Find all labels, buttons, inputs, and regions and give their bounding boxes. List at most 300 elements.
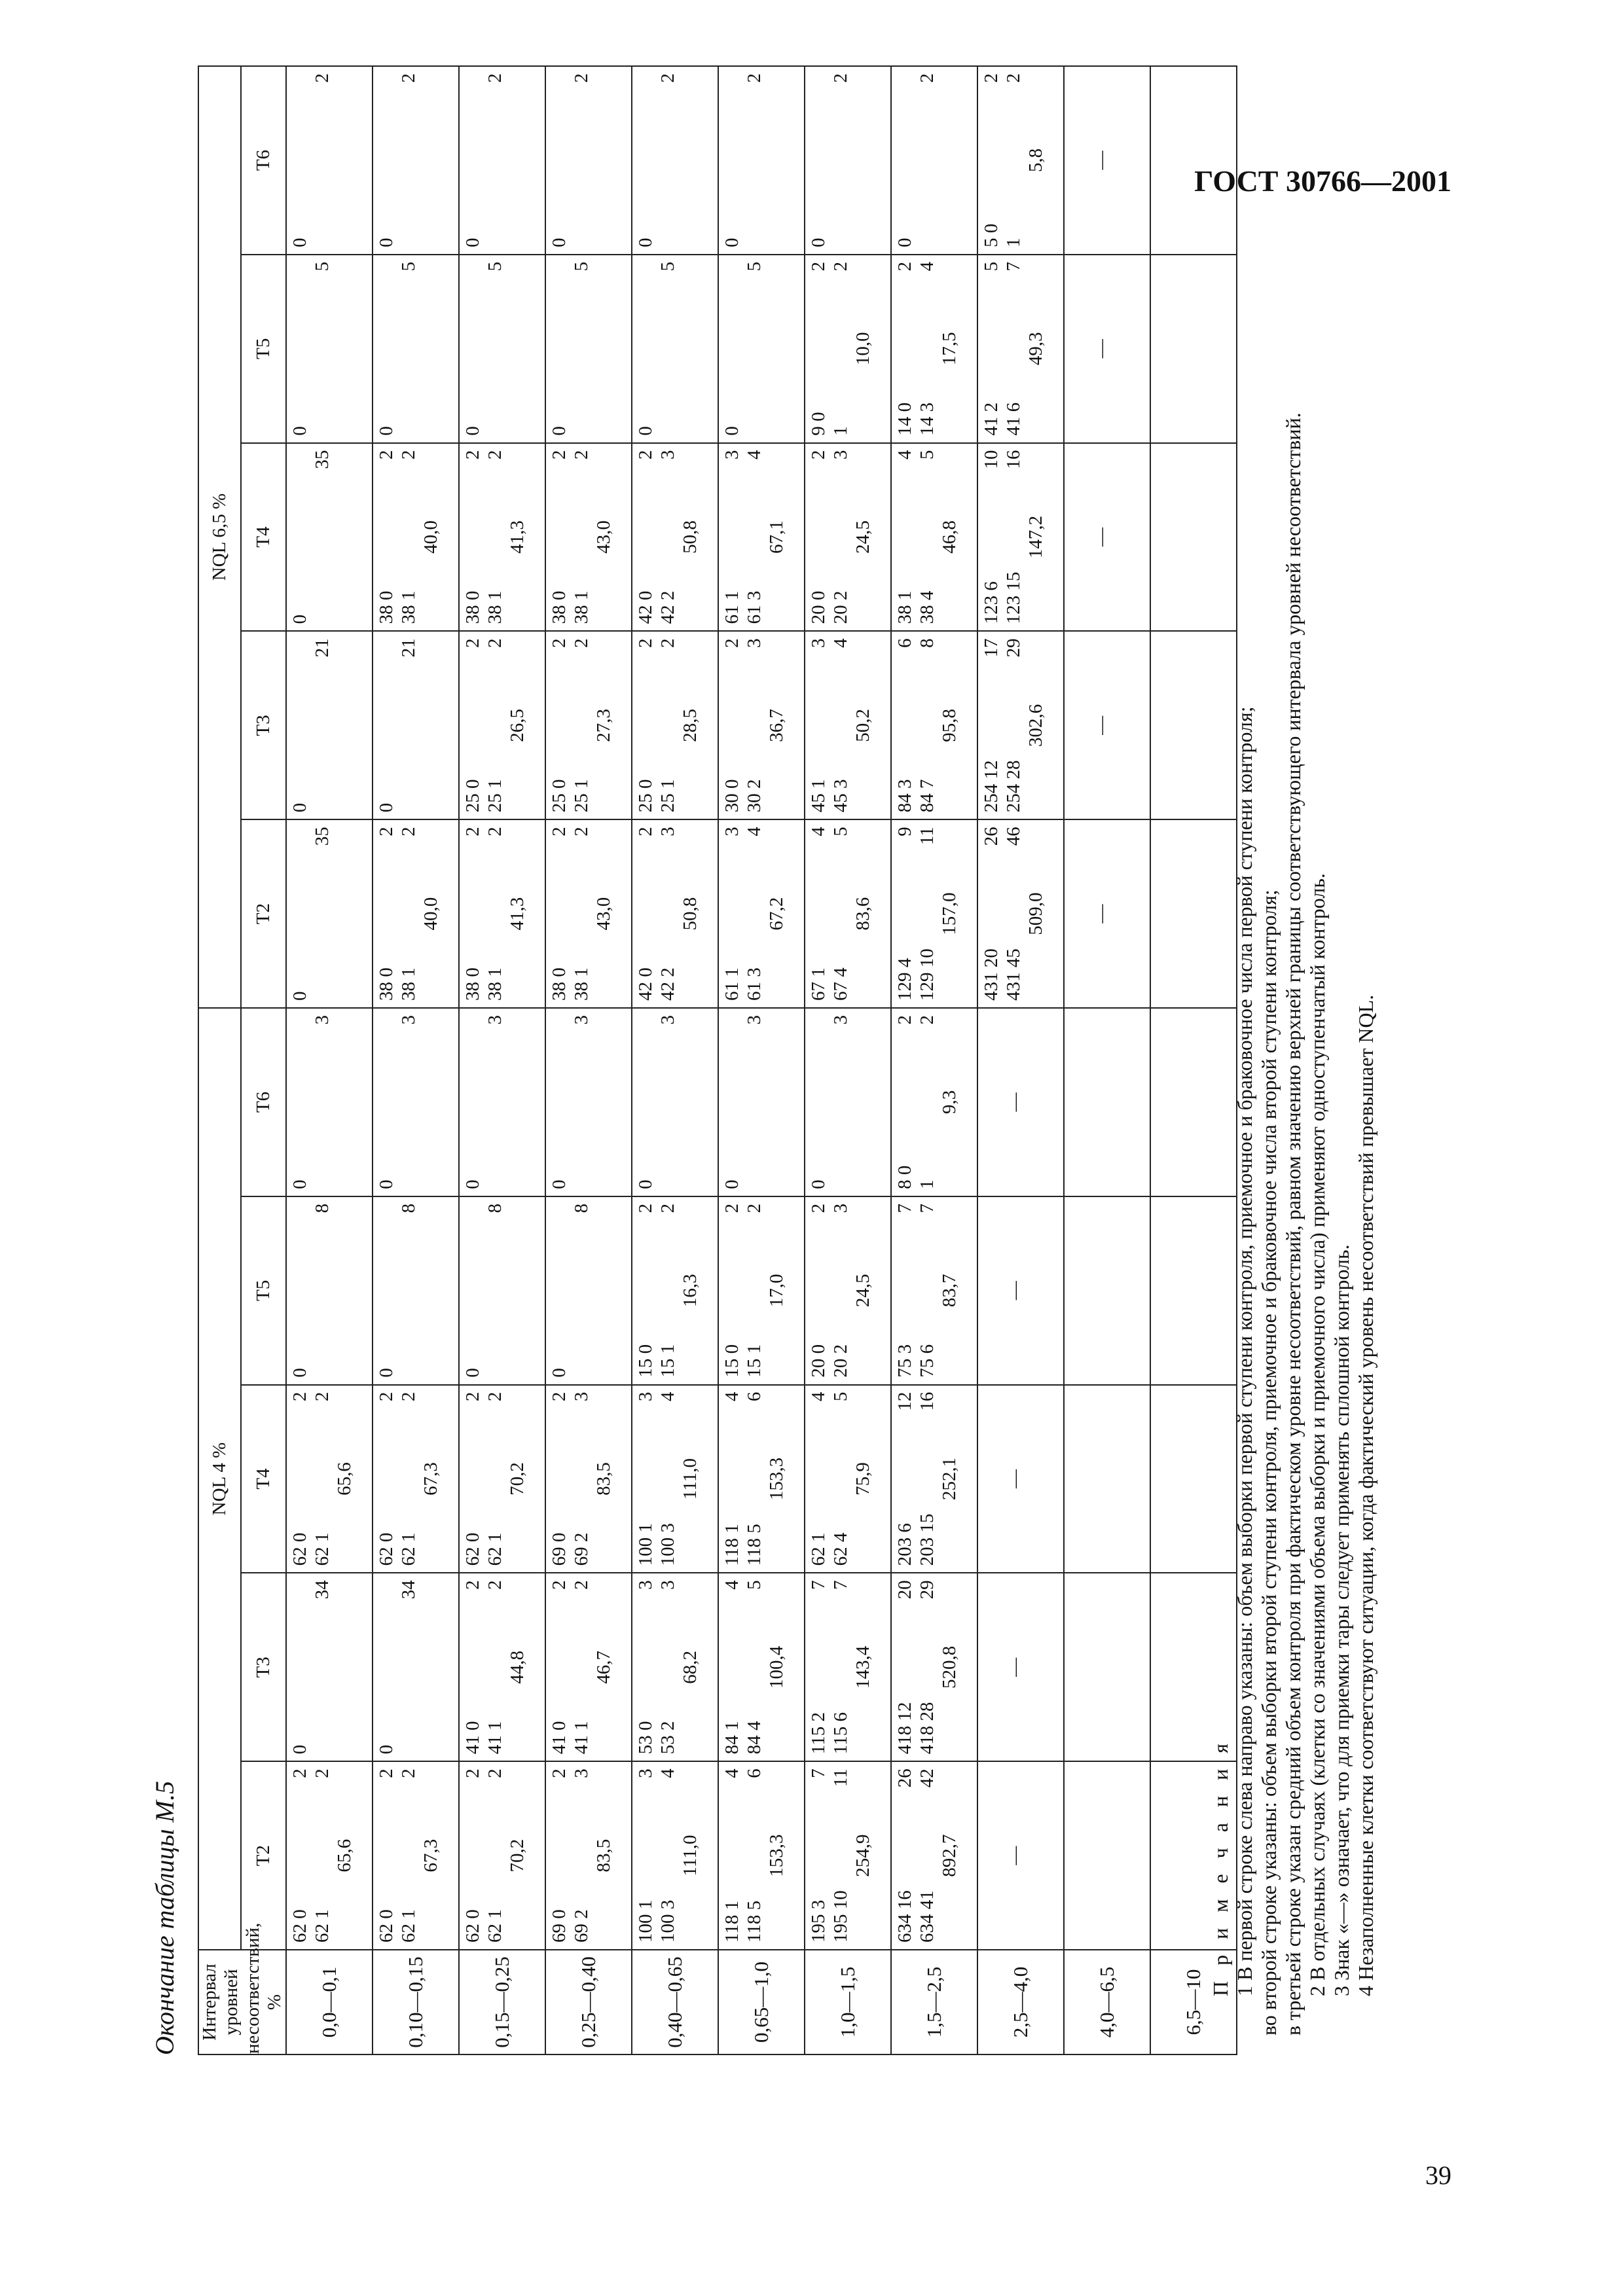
note-2: 2 В отдельных случаях (клетки со значениями объема выборки и приемочного числа) применяют одноступенчатый контроль. bbox=[1305, 873, 1329, 1996]
cell-tr: 2 bbox=[549, 1391, 570, 1402]
cell-ml: 67 4 bbox=[830, 967, 851, 1001]
cell-ml: 53 2 bbox=[657, 1721, 678, 1755]
cell-tl: 0 bbox=[376, 1368, 397, 1378]
cell-mr: 4 bbox=[657, 1768, 678, 1778]
cell-mr: 2 bbox=[484, 827, 505, 836]
cell-mr: 7 bbox=[830, 1580, 851, 1590]
cell-ml: 431 45 bbox=[1003, 948, 1024, 1001]
cell-tl: 0 bbox=[376, 1179, 397, 1189]
cell-tr: 2 bbox=[808, 1203, 829, 1213]
cell-mr: 35 bbox=[312, 827, 333, 846]
table-cell bbox=[718, 1196, 805, 1385]
table-cell bbox=[891, 1385, 977, 1573]
cell-tl: 118 1 bbox=[721, 1524, 742, 1566]
notes-title: П р и м е ч а н и я bbox=[1209, 1738, 1232, 1996]
cell-mr: 8 bbox=[917, 638, 938, 648]
cell-bot: 153,3 bbox=[766, 1457, 787, 1501]
table-cell bbox=[545, 66, 632, 255]
cell-tl: 0 bbox=[376, 426, 397, 436]
cell-bot: 65,6 bbox=[334, 1462, 355, 1496]
sub-header-t2: T2 bbox=[241, 1761, 286, 1950]
cell-tr: 2 bbox=[462, 1768, 483, 1778]
table-cell bbox=[632, 255, 718, 443]
interval-header: Интервал уровней несоответствий, % bbox=[199, 1922, 285, 2054]
cell-ml: 123 15 bbox=[1003, 571, 1024, 624]
cell-tl: 0 bbox=[549, 1368, 570, 1378]
interval-cell: 0,40—0,65 bbox=[632, 1950, 718, 2054]
cell-tr: 4 bbox=[721, 1391, 742, 1402]
cell-tl: 0 bbox=[289, 426, 310, 436]
table-cell bbox=[718, 443, 805, 632]
cell-tr: 2 bbox=[808, 450, 829, 460]
cell-tl: 634 16 bbox=[894, 1890, 915, 1943]
table-cell bbox=[977, 631, 1064, 819]
cell-mr: 8 bbox=[398, 1203, 419, 1213]
cell-mr: 2 bbox=[398, 827, 419, 836]
table-cell bbox=[805, 1573, 891, 1761]
cell-tl: 129 4 bbox=[894, 958, 915, 1001]
table-cell bbox=[977, 255, 1064, 443]
cell-bot: 10,0 bbox=[852, 332, 873, 366]
cell-mr: 3 bbox=[484, 1015, 505, 1025]
cell-mr: 8 bbox=[571, 1203, 592, 1213]
cell-tr: 2 bbox=[981, 73, 1002, 83]
cell-bot: 70,2 bbox=[507, 1462, 528, 1496]
cell-mr: 5 bbox=[830, 1391, 851, 1402]
cell-bot: 16,3 bbox=[680, 1274, 701, 1308]
cell-bot: 46,7 bbox=[593, 1650, 614, 1684]
note-1b: во второй строке указаны: объем выборки второй ступени контроля, приемочное и браковочное числа второй ступени контроля; bbox=[1257, 889, 1281, 2036]
cell-bot: 83,7 bbox=[939, 1274, 960, 1308]
table-cell bbox=[1064, 1761, 1150, 1950]
cell-tr: 4 bbox=[894, 450, 915, 460]
cell-tl: 0 bbox=[376, 1744, 397, 1755]
cell-bot: 143,4 bbox=[852, 1645, 873, 1689]
cell-tr: 3 bbox=[721, 450, 742, 460]
cell-tl: 0 bbox=[376, 802, 397, 813]
table-cell bbox=[891, 1573, 977, 1761]
cell-tl: 15 0 bbox=[635, 1344, 656, 1378]
cell-tl: 254 12 bbox=[981, 760, 1002, 813]
cell-bot: 67,2 bbox=[766, 897, 787, 931]
cell-mr: 2 bbox=[398, 1391, 419, 1402]
table-cell bbox=[373, 819, 459, 1008]
table-cell bbox=[718, 1385, 805, 1573]
cell-tl: 100 1 bbox=[635, 1899, 656, 1943]
table-cell bbox=[545, 1008, 632, 1196]
table-cell bbox=[891, 443, 977, 632]
cell-bot: 50,2 bbox=[852, 708, 873, 742]
cell-bot: 50,8 bbox=[680, 897, 701, 931]
cell-ml: 38 1 bbox=[484, 590, 505, 624]
table-cell bbox=[286, 1196, 373, 1385]
cell-mr: 4 bbox=[744, 827, 765, 836]
cell-tl: 62 0 bbox=[289, 1909, 310, 1943]
cell-mr: 5 bbox=[744, 261, 765, 272]
cell-tr: 2 bbox=[289, 1768, 310, 1778]
cell-tl: 25 0 bbox=[635, 779, 656, 813]
cell-mr: 2 bbox=[1003, 73, 1024, 83]
cell-tl: 62 0 bbox=[462, 1532, 483, 1566]
cell-tr: 2 bbox=[376, 1391, 397, 1402]
table-cell bbox=[805, 631, 891, 819]
cell-tl: 0 bbox=[635, 426, 656, 436]
cell-tl: 38 0 bbox=[462, 590, 483, 624]
cell-tl: 84 1 bbox=[721, 1721, 742, 1755]
cell-ml: 42 2 bbox=[657, 590, 678, 624]
table-cell bbox=[1064, 1385, 1150, 1573]
sub-header-t5: T5 bbox=[241, 255, 286, 443]
cell-tl: 41 0 bbox=[462, 1721, 483, 1755]
interval-cell: 0,15—0,25 bbox=[459, 1950, 545, 2054]
cell-tl: 8 0 bbox=[894, 1165, 915, 1189]
table-cell bbox=[373, 1761, 459, 1950]
cell-bot: 147,2 bbox=[1025, 515, 1046, 559]
cell-tr: 9 bbox=[894, 827, 915, 836]
table-cell bbox=[545, 1573, 632, 1761]
table-cell bbox=[632, 1385, 718, 1573]
cell-bot: 75,9 bbox=[852, 1462, 873, 1496]
table-cell bbox=[805, 1761, 891, 1950]
cell-mr: 2 bbox=[571, 827, 592, 836]
cell-tl: 42 0 bbox=[635, 590, 656, 624]
cell-tr: 2 bbox=[289, 1391, 310, 1402]
table-cell bbox=[286, 819, 373, 1008]
cell-mr: 3 bbox=[744, 1015, 765, 1025]
cell-tl: 418 12 bbox=[894, 1702, 915, 1755]
cell-mr: 3 bbox=[657, 450, 678, 460]
cell-mr: 11 bbox=[830, 1768, 851, 1787]
cell-bot: 111,0 bbox=[680, 1458, 701, 1500]
table-cell bbox=[718, 66, 805, 255]
cell-mr: 2 bbox=[571, 450, 592, 460]
cell-ml: 129 10 bbox=[917, 948, 938, 1001]
cell-dash: — bbox=[1004, 1846, 1025, 1865]
cell-bot: 41,3 bbox=[507, 897, 528, 931]
table-cell bbox=[373, 66, 459, 255]
cell-mr: 2 bbox=[398, 73, 419, 83]
cell-tr: 2 bbox=[635, 827, 656, 836]
cell-tr: 2 bbox=[635, 450, 656, 460]
cell-mr: 6 bbox=[744, 1391, 765, 1402]
interval-cell: 0,0—0,1 bbox=[286, 1950, 373, 2054]
table-row bbox=[977, 66, 1064, 2054]
cell-tl: 38 0 bbox=[462, 967, 483, 1001]
cell-bot: 49,3 bbox=[1025, 332, 1046, 366]
table-cell bbox=[805, 1008, 891, 1196]
cell-mr: 2 bbox=[484, 1768, 505, 1778]
table-cell bbox=[977, 443, 1064, 632]
table-cell bbox=[977, 1761, 1064, 1950]
cell-tr: 2 bbox=[549, 450, 570, 460]
cell-tr: 3 bbox=[721, 827, 742, 836]
table-row bbox=[805, 66, 891, 2054]
cell-ml: 38 1 bbox=[398, 590, 419, 624]
cell-tr: 2 bbox=[721, 638, 742, 648]
cell-tl: 0 bbox=[462, 1368, 483, 1378]
cell-bot: 302,6 bbox=[1025, 704, 1046, 747]
table-cell bbox=[632, 1761, 718, 1950]
cell-mr: 2 bbox=[830, 73, 851, 83]
cell-mr: 8 bbox=[484, 1203, 505, 1213]
cell-bot: 46,8 bbox=[939, 520, 960, 554]
table-cell bbox=[891, 1196, 977, 1385]
cell-bot: 157,0 bbox=[939, 892, 960, 935]
cell-bot: 520,8 bbox=[939, 1645, 960, 1689]
cell-tr: 2 bbox=[549, 1768, 570, 1778]
cell-ml: 75 6 bbox=[917, 1344, 938, 1378]
cell-mr: 3 bbox=[571, 1391, 592, 1402]
cell-mr: 2 bbox=[312, 1768, 333, 1778]
cell-ml: 115 6 bbox=[830, 1712, 851, 1755]
cell-ml: 1 bbox=[917, 1179, 938, 1189]
cell-tr: 2 bbox=[808, 261, 829, 272]
cell-ml: 20 2 bbox=[830, 590, 851, 624]
cell-tl: 41 2 bbox=[981, 402, 1002, 436]
cell-tr: 17 bbox=[981, 638, 1002, 658]
cell-mr: 2 bbox=[571, 638, 592, 648]
table-cell bbox=[459, 443, 545, 632]
table-cell bbox=[1064, 1008, 1150, 1196]
table-cell bbox=[1064, 255, 1150, 443]
cell-ml: 30 2 bbox=[744, 779, 765, 813]
cell-tl: 0 bbox=[289, 1744, 310, 1755]
cell-mr: 5 bbox=[398, 261, 419, 272]
cell-bot: 254,9 bbox=[852, 1834, 873, 1877]
table-row bbox=[373, 66, 459, 2054]
table-row bbox=[718, 66, 805, 2054]
cell-tr: 2 bbox=[549, 827, 570, 836]
cell-mr: 5 bbox=[744, 1580, 765, 1590]
table-row bbox=[1064, 66, 1150, 2054]
sub-header-t5: T5 bbox=[241, 1196, 286, 1385]
table-cell bbox=[459, 1573, 545, 1761]
cell-ml: 69 2 bbox=[571, 1909, 592, 1943]
cell-tl: 14 0 bbox=[894, 402, 915, 436]
table-cell bbox=[1064, 631, 1150, 819]
cell-tr: 2 bbox=[462, 827, 483, 836]
cell-tr: 2 bbox=[721, 1203, 742, 1213]
table-row bbox=[632, 66, 718, 2054]
cell-mr: 2 bbox=[657, 73, 678, 83]
table-cell bbox=[718, 631, 805, 819]
cell-tr: 6 bbox=[894, 638, 915, 648]
cell-mr: 3 bbox=[657, 827, 678, 836]
table-cell bbox=[805, 66, 891, 255]
cell-tr: 10 bbox=[981, 450, 1002, 469]
cell-mr: 3 bbox=[657, 1015, 678, 1025]
cell-mr: 21 bbox=[312, 638, 333, 658]
cell-tl: 100 1 bbox=[635, 1523, 656, 1566]
table-cell bbox=[805, 255, 891, 443]
cell-bot: 43,0 bbox=[593, 897, 614, 931]
cell-dash: — bbox=[1091, 528, 1112, 547]
cell-mr: 34 bbox=[312, 1580, 333, 1600]
table-cell bbox=[545, 631, 632, 819]
cell-tr: 2 bbox=[462, 450, 483, 460]
cell-ml: 62 1 bbox=[398, 1532, 419, 1566]
table-cell bbox=[545, 255, 632, 443]
cell-bot: 509,0 bbox=[1025, 892, 1046, 935]
cell-mr: 7 bbox=[917, 1203, 938, 1213]
cell-ml: 62 1 bbox=[398, 1909, 419, 1943]
cell-ml: 25 1 bbox=[657, 779, 678, 813]
cell-tl: 0 bbox=[462, 238, 483, 247]
table-cell bbox=[1064, 1196, 1150, 1385]
cell-bot: 9,3 bbox=[939, 1090, 960, 1115]
table-row bbox=[459, 66, 545, 2054]
cell-tr: 2 bbox=[462, 638, 483, 648]
cell-tl: 0 bbox=[289, 1368, 310, 1378]
cell-ml: 1 bbox=[830, 426, 851, 436]
cell-mr: 3 bbox=[830, 1203, 851, 1213]
cell-tl: 0 bbox=[289, 238, 310, 247]
table-cell bbox=[373, 1385, 459, 1573]
table-cell bbox=[718, 1008, 805, 1196]
table-cell bbox=[632, 631, 718, 819]
note-1a: 1 В первой строке слева направо указаны: объем выборки первой ступени контроля, приемочное и браковочное числа первой ступени контроля; bbox=[1233, 706, 1256, 1996]
cell-ml: 15 1 bbox=[744, 1344, 765, 1378]
cell-bot: 40,0 bbox=[420, 897, 441, 931]
cell-bot: 67,3 bbox=[420, 1462, 441, 1496]
cell-tr: 3 bbox=[635, 1768, 656, 1778]
cell-dash: — bbox=[1004, 1657, 1025, 1677]
cell-ml: 38 1 bbox=[398, 967, 419, 1001]
cell-tl: 38 0 bbox=[376, 967, 397, 1001]
cell-tl: 123 6 bbox=[981, 581, 1002, 624]
cell-bot: 153,3 bbox=[766, 1834, 787, 1877]
interval-cell: 1,5—2,5 bbox=[891, 1950, 977, 2054]
cell-ml: 62 4 bbox=[830, 1532, 851, 1566]
cell-bot: 24,5 bbox=[852, 520, 873, 554]
cell-ml: 14 3 bbox=[917, 402, 938, 436]
table-cell bbox=[545, 443, 632, 632]
interval-cell: 0,65—1,0 bbox=[718, 1950, 805, 2054]
cell-ml: 20 2 bbox=[830, 1344, 851, 1378]
table-cell bbox=[977, 1573, 1064, 1761]
cell-bot: 24,5 bbox=[852, 1274, 873, 1308]
cell-ml: 84 7 bbox=[917, 779, 938, 813]
cell-mr: 5 bbox=[484, 261, 505, 272]
table-cell bbox=[545, 819, 632, 1008]
cell-tr: 4 bbox=[808, 1391, 829, 1402]
cell-tr: 4 bbox=[721, 1580, 742, 1590]
nql-table bbox=[198, 65, 1237, 2055]
cell-dash: — bbox=[1091, 715, 1112, 735]
rotated-content bbox=[149, 65, 1491, 2055]
cell-dash: — bbox=[1091, 151, 1112, 170]
cell-bot: 252,1 bbox=[939, 1457, 960, 1501]
cell-bot: 70,2 bbox=[507, 1839, 528, 1873]
note-3: 3 Знак «—» означает, что для приемки тары следует применять сплошной контроль. bbox=[1330, 1244, 1353, 1996]
cell-mr: 2 bbox=[398, 450, 419, 460]
cell-ml: 69 2 bbox=[571, 1532, 592, 1566]
cell-tl: 62 1 bbox=[808, 1532, 829, 1566]
cell-tr: 2 bbox=[376, 1768, 397, 1778]
cell-bot: 17,5 bbox=[939, 332, 960, 366]
cell-tr: 7 bbox=[894, 1203, 915, 1213]
cell-tl: 84 3 bbox=[894, 779, 915, 813]
cell-ml: 42 2 bbox=[657, 967, 678, 1001]
interval-cell: 6,5—10 bbox=[1150, 1950, 1237, 2054]
cell-mr: 3 bbox=[571, 1015, 592, 1025]
cell-ml: 118 5 bbox=[744, 1524, 765, 1566]
cell-mr: 4 bbox=[830, 638, 851, 648]
cell-bot: 41,3 bbox=[507, 520, 528, 554]
cell-mr: 3 bbox=[398, 1015, 419, 1025]
table-cell bbox=[718, 819, 805, 1008]
table-cell bbox=[286, 1761, 373, 1950]
cell-tr: 3 bbox=[635, 1391, 656, 1402]
table-cell bbox=[286, 1385, 373, 1573]
cell-mr: 5 bbox=[312, 261, 333, 272]
cell-tl: 0 bbox=[462, 426, 483, 436]
table-cell bbox=[286, 443, 373, 632]
table-cell bbox=[286, 255, 373, 443]
table-cell bbox=[891, 631, 977, 819]
cell-tl: 69 0 bbox=[549, 1532, 570, 1566]
cell-tl: 25 0 bbox=[549, 779, 570, 813]
cell-ml: 41 1 bbox=[484, 1721, 505, 1755]
cell-tl: 0 bbox=[635, 238, 656, 247]
table-row bbox=[545, 66, 632, 2054]
cell-bot: 83,5 bbox=[593, 1839, 614, 1873]
cell-bot: 17,0 bbox=[766, 1274, 787, 1308]
cell-tl: 38 0 bbox=[376, 590, 397, 624]
cell-bot: 83,6 bbox=[852, 897, 873, 931]
cell-tl: 0 bbox=[289, 614, 310, 624]
cell-tl: 115 2 bbox=[808, 1712, 829, 1755]
table-cell bbox=[286, 1573, 373, 1761]
cell-mr: 16 bbox=[917, 1391, 938, 1411]
cell-tl: 195 3 bbox=[808, 1899, 829, 1943]
cell-mr: 16 bbox=[1003, 450, 1024, 469]
table-cell bbox=[977, 819, 1064, 1008]
cell-dash: — bbox=[1004, 1092, 1025, 1112]
cell-bot: 892,7 bbox=[939, 1834, 960, 1877]
cell-ml: 84 4 bbox=[744, 1721, 765, 1755]
cell-tr: 4 bbox=[808, 827, 829, 836]
cell-dash: — bbox=[1004, 1469, 1025, 1489]
cell-tl: 38 0 bbox=[549, 967, 570, 1001]
cell-tl: 38 1 bbox=[894, 590, 915, 624]
cell-dash: — bbox=[1091, 904, 1112, 924]
cell-tr: 26 bbox=[894, 1768, 915, 1788]
cell-mr: 8 bbox=[312, 1203, 333, 1213]
table-cell bbox=[805, 819, 891, 1008]
cell-tl: 62 0 bbox=[376, 1909, 397, 1943]
cell-mr: 2 bbox=[398, 1768, 419, 1778]
table-cell bbox=[545, 1385, 632, 1573]
page-number: 39 bbox=[1425, 2161, 1451, 2190]
table-cell bbox=[632, 1196, 718, 1385]
cell-mr: 2 bbox=[657, 638, 678, 648]
cell-tl: 67 1 bbox=[808, 967, 829, 1001]
table-cell bbox=[373, 443, 459, 632]
cell-mr: 4 bbox=[744, 450, 765, 460]
cell-mr: 6 bbox=[744, 1768, 765, 1778]
cell-mr: 2 bbox=[484, 1391, 505, 1402]
cell-tl: 62 0 bbox=[376, 1532, 397, 1566]
table-cell bbox=[459, 819, 545, 1008]
cell-tl: 203 6 bbox=[894, 1523, 915, 1566]
cell-mr: 46 bbox=[1003, 827, 1024, 846]
note-1c: в третьей строке указан средний объем контроля при фактическом уровне несоответствий, равном значению верхней границы соответствующего интервала уровней несоответствий. bbox=[1281, 412, 1305, 2036]
cell-ml: 254 28 bbox=[1003, 760, 1024, 813]
cell-tl: 53 0 bbox=[635, 1721, 656, 1755]
cell-mr: 2 bbox=[312, 1391, 333, 1402]
cell-mr: 2 bbox=[917, 73, 938, 83]
